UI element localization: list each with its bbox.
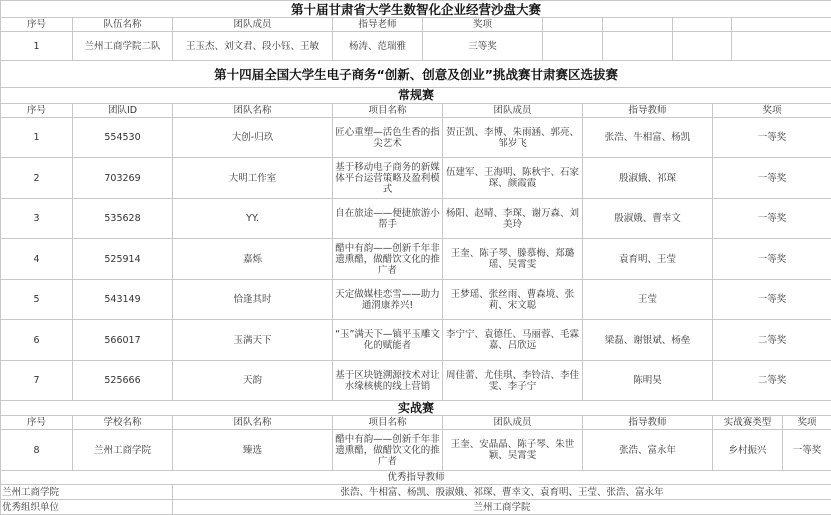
table-cell: 大创-归玖 bbox=[173, 118, 333, 158]
table-cell: 二等奖 bbox=[713, 361, 831, 401]
table-cell: 大明工作室 bbox=[173, 158, 333, 199]
table-cell: 梁磊、谢银斌、杨垒 bbox=[583, 320, 713, 361]
table-cell: 乡村振兴 bbox=[713, 430, 783, 471]
table-cell: 5 bbox=[1, 280, 73, 320]
header-cell: 项目名称 bbox=[333, 416, 443, 430]
table-cell: 三等奖 bbox=[423, 32, 543, 61]
table-cell: 殷淑娥、祁琛 bbox=[583, 158, 713, 199]
teacher-award-title: 优秀指导教师 bbox=[1, 471, 831, 485]
table-cell: 醋中有韵——创新千年非遗熏醋，做醋饮文化的推广者 bbox=[333, 239, 443, 280]
table-cell: 匠心重塑—活色生香的指尖艺术 bbox=[333, 118, 443, 158]
table-cell: 一等奖 bbox=[713, 199, 831, 239]
header-cell: 指导教师 bbox=[583, 416, 713, 430]
table-cell: 醋中有韵——创新千年非遗熏醋，做醋饮文化的推广者 bbox=[333, 430, 443, 471]
table-cell: 天韵 bbox=[173, 361, 333, 401]
table-cell: 贺正凯、李博、朱雨涵、郭亮、邹岁飞 bbox=[443, 118, 583, 158]
table-cell: 殷淑娥、曹幸文 bbox=[583, 199, 713, 239]
table-cell: 3 bbox=[1, 199, 73, 239]
table-cell: 王奎、陈子琴、滕慕梅、郑璐瑶、吴霄雯 bbox=[443, 239, 583, 280]
table-cell: 一等奖 bbox=[783, 430, 831, 471]
table-cell: 伍建军、王海明、陈秋宇、石家琛、颜霞霞 bbox=[443, 158, 583, 199]
regular-title: 常规赛 bbox=[1, 88, 831, 104]
table-cell: 天定做媒桂恋雪——助力通渭康养兴! bbox=[333, 280, 443, 320]
table-cell: 王莹 bbox=[583, 280, 713, 320]
table-cell: 一等奖 bbox=[713, 158, 831, 199]
table-cell: YY. bbox=[173, 199, 333, 239]
table-cell: 554530 bbox=[73, 118, 173, 158]
table-cell: 陈明昊 bbox=[583, 361, 713, 401]
table-cell: 1 bbox=[1, 118, 73, 158]
table-cell: 张浩、富永年 bbox=[583, 430, 713, 471]
honors-table bbox=[0, 470, 831, 515]
table-cell: 二等奖 bbox=[713, 320, 831, 361]
table-cell: 525666 bbox=[73, 361, 173, 401]
header-cell: 实战赛类型 bbox=[713, 416, 783, 430]
competition2-title: 第十四届全国大学生电子商务“创新、创意及创业”挑战赛甘肃赛区选拔赛 bbox=[1, 61, 831, 88]
header-cell: 团队名称 bbox=[173, 416, 333, 430]
competition1-table bbox=[0, 0, 831, 61]
table-cell: 自在旅途——便捷旅游小帮手 bbox=[333, 199, 443, 239]
table-cell: 703269 bbox=[73, 158, 173, 199]
table-cell: 张浩、牛相富、杨凯 bbox=[583, 118, 713, 158]
table-cell: 兰州工商学院 bbox=[73, 430, 173, 471]
header-cell: 团队ID bbox=[73, 104, 173, 118]
table-cell: 543149 bbox=[73, 280, 173, 320]
header-cell: 团队成员 bbox=[173, 18, 333, 32]
header-cell: 团队成员 bbox=[443, 416, 583, 430]
table-cell: 玉满天下 bbox=[173, 320, 333, 361]
competition1-title: 第十届甘肃省大学生数智化企业经营沙盘大赛 bbox=[1, 1, 831, 18]
table-cell: 王梦瑶、张丝雨、曹森境、张莉、宋文聪 bbox=[443, 280, 583, 320]
table-cell: 一等奖 bbox=[713, 118, 831, 158]
header-cell: 队伍名称 bbox=[73, 18, 173, 32]
table-cell: 6 bbox=[1, 320, 73, 361]
header-cell: 团队成员 bbox=[443, 104, 583, 118]
header-cell: 序号 bbox=[1, 18, 73, 32]
teacher-award-names: 张浩、牛相富、杨凯、殷淑娥、祁琛、曹幸文、袁育明、王莹、张浩、富永年 bbox=[173, 485, 831, 500]
table-cell: 2 bbox=[1, 158, 73, 199]
table-cell: 杨阳、赵晴、李琛、谢万森、刘美玲 bbox=[443, 199, 583, 239]
header-cell: 奖项 bbox=[783, 416, 831, 430]
table-cell: 一等奖 bbox=[713, 239, 831, 280]
table-cell: 4 bbox=[1, 239, 73, 280]
table-cell: 王奎、安晶晶、陈子琴、朱世颖、吴霄雯 bbox=[443, 430, 583, 471]
competition2-regular-table bbox=[0, 60, 831, 401]
table-cell: 一等奖 bbox=[713, 280, 831, 320]
header-cell: 学校名称 bbox=[73, 416, 173, 430]
table-cell: 杨涛、范瑞雅 bbox=[333, 32, 423, 61]
header-cell: 奖项 bbox=[423, 18, 543, 32]
header-cell: 序号 bbox=[1, 104, 73, 118]
table-cell: 535628 bbox=[73, 199, 173, 239]
header-cell: 项目名称 bbox=[333, 104, 443, 118]
table-cell: 周佳蕾、尤佳琪、李铃洁、李佳雯、李子宁 bbox=[443, 361, 583, 401]
table-cell: 1 bbox=[1, 32, 73, 61]
table-cell: 兰州工商学院二队 bbox=[73, 32, 173, 61]
table-cell: 566017 bbox=[73, 320, 173, 361]
teacher-award-school: 兰州工商学院 bbox=[1, 485, 173, 500]
competition2-practical-table bbox=[0, 400, 831, 471]
table-cell: 臻选 bbox=[173, 430, 333, 471]
header-cell: 奖项 bbox=[713, 104, 831, 118]
table-cell: 李宁宁、袁德任、马丽蓉、毛霖嘉、吕欣远 bbox=[443, 320, 583, 361]
table-cell: 525914 bbox=[73, 239, 173, 280]
table-cell: 基于移动电子商务的新媒体平台运营策略及盈利模式 bbox=[333, 158, 443, 199]
org-award-name: 兰州工商学院 bbox=[173, 500, 831, 515]
table-cell: 8 bbox=[1, 430, 73, 471]
table-cell: 7 bbox=[1, 361, 73, 401]
header-cell: 团队名称 bbox=[173, 104, 333, 118]
table-cell: 袁育明、王莹 bbox=[583, 239, 713, 280]
header-cell: 指导教师 bbox=[583, 104, 713, 118]
org-award-label: 优秀组织单位 bbox=[1, 500, 173, 515]
table-cell: 基于区块链溯源技术对让水缘核桃的线上营销 bbox=[333, 361, 443, 401]
table-cell: 恰逢其时 bbox=[173, 280, 333, 320]
practical-title: 实战赛 bbox=[1, 401, 831, 416]
header-cell: 序号 bbox=[1, 416, 73, 430]
table-cell: 嘉烁 bbox=[173, 239, 333, 280]
table-cell: “玉”满天下—镇平玉雕文化的赋能者 bbox=[333, 320, 443, 361]
table-cell: 王玉杰、刘文君、段小钰、王敏 bbox=[173, 32, 333, 61]
header-cell: 指导老师 bbox=[333, 18, 423, 32]
